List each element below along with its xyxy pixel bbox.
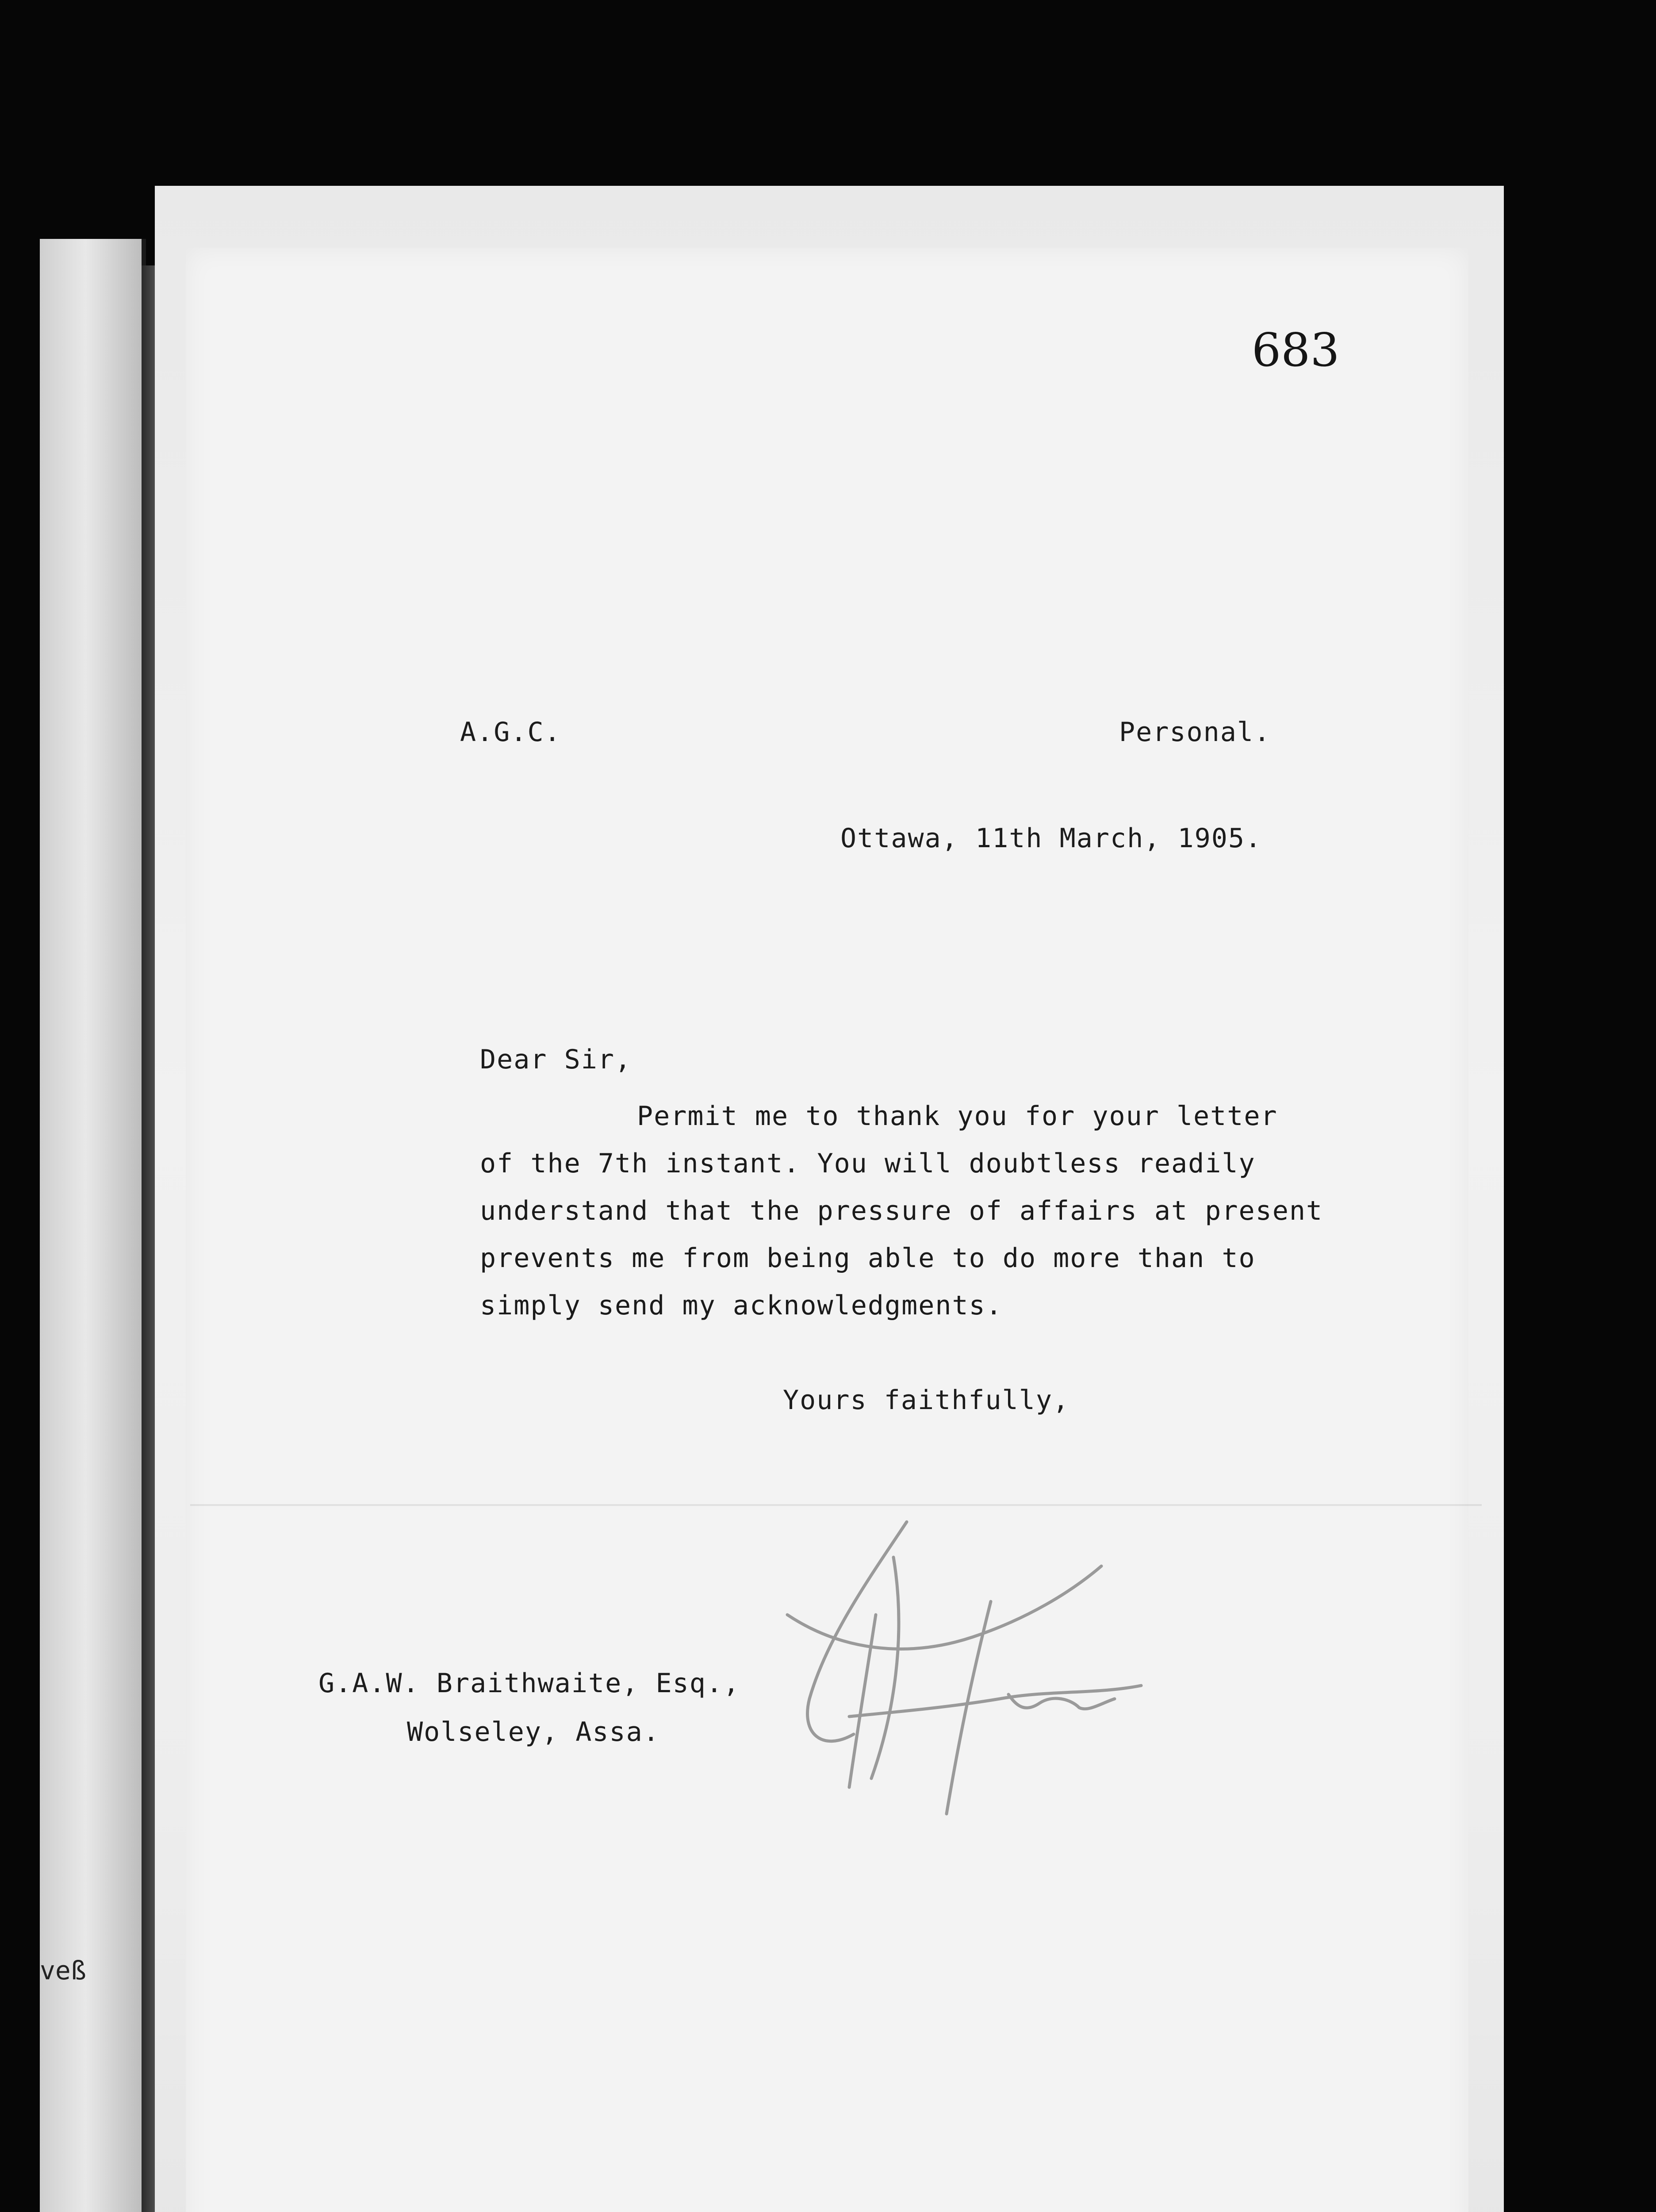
- recipient-name: G.A.W. Braithwaite, Esq.,: [318, 1668, 740, 1699]
- side-sheet-text-fragment: veß: [40, 1955, 86, 1985]
- letter-closing: Yours faithfully,: [783, 1385, 1070, 1416]
- page-number: 683: [1252, 323, 1340, 377]
- recipient-place: Wolseley, Assa.: [407, 1717, 660, 1747]
- letter-classification: Personal.: [1119, 717, 1271, 748]
- letter-body-line: of the 7th instant. You will doubtless readily: [480, 1148, 1256, 1179]
- letter-reference: A.G.C.: [460, 717, 561, 748]
- letter-salutation: Dear Sir,: [480, 1044, 632, 1075]
- letter-body: [480, 1093, 1409, 1329]
- left-folded-sheet: [40, 239, 146, 2212]
- letter-body-line: understand that the pressure of affairs at present: [480, 1195, 1323, 1226]
- letter-body-line: Permit me to thank you for your letter: [637, 1101, 1278, 1132]
- letter-body-line: prevents me from being able to do more than to: [480, 1243, 1256, 1274]
- handwritten-signature: [761, 1504, 1203, 1832]
- letter-place-date: Ottawa, 11th March, 1905.: [840, 823, 1262, 854]
- letter-body-line: simply send my acknowledgments.: [480, 1290, 1003, 1321]
